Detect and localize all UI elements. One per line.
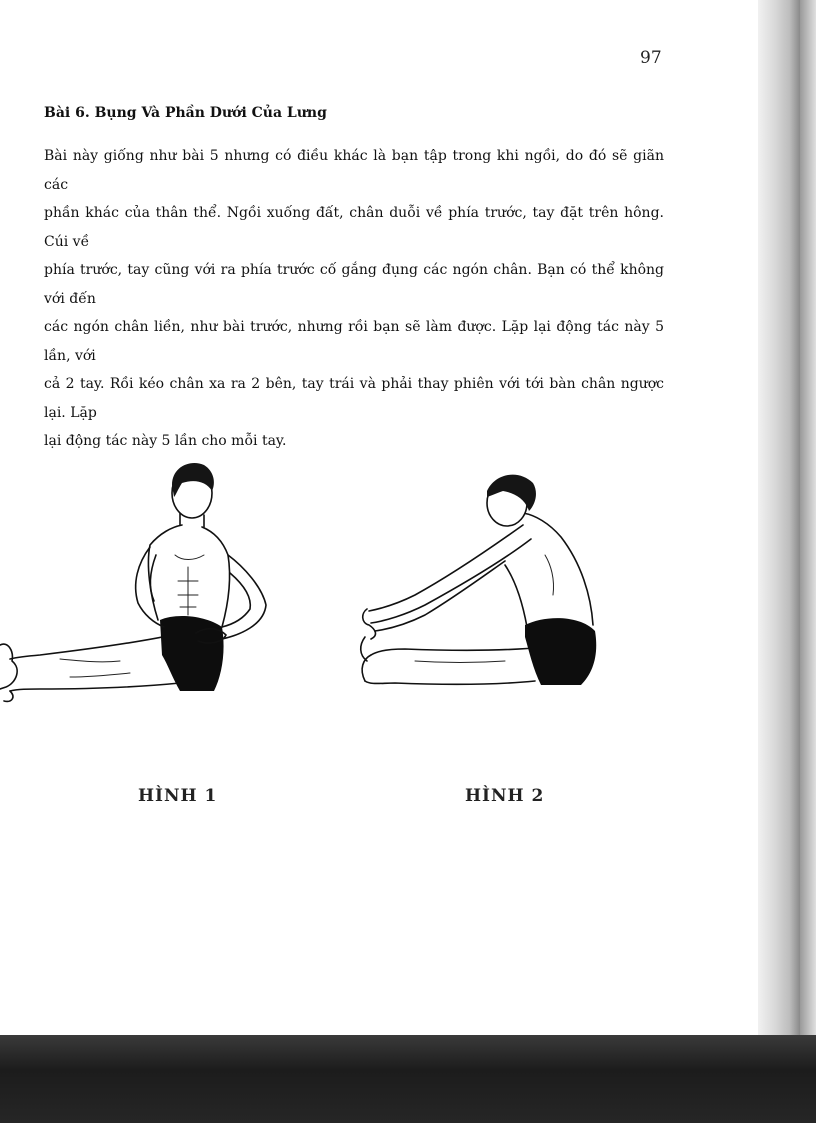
figure-2-illustration [355, 465, 615, 695]
page-edge [758, 0, 800, 1040]
body-line: phần khác của thân thể. Ngồi xuống đất, chân duỗi về phía trước, tay đặt trên hông. Cúi về [44, 205, 664, 250]
scan-bottom-shadow [0, 1035, 816, 1123]
figure-1-illustration [0, 455, 290, 705]
body-line: lại động tác này 5 lần cho mỗi tay. [44, 433, 287, 449]
body-line: Bài này giống như bài 5 nhưng có điều khác là bạn tập trong khi ngồi, do đó sẽ giãn các [44, 148, 664, 193]
figure-2-caption: HÌNH 2 [465, 786, 545, 806]
body-line: phía trước, tay cũng với ra phía trước cố gắng đụng các ngón chân. Bạn có thể không với đến [44, 262, 664, 307]
figure-1-caption: HÌNH 1 [138, 786, 218, 806]
page-number: 97 [640, 48, 662, 68]
body-line: các ngón chân liền, như bài trước, nhưng rồi bạn sẽ làm được. Lặp lại động tác này 5 lần, với [44, 319, 664, 364]
book-spine-edge [800, 0, 816, 1123]
section-title: Bài 6. Bụng Và Phần Dưới Của Lưng [44, 105, 327, 121]
body-line: cả 2 tay. Rồi kéo chân xa ra 2 bên, tay trái và phải thay phiên với tới bàn chân ngược lại. Lặp [44, 376, 664, 421]
body-paragraph [44, 142, 664, 456]
